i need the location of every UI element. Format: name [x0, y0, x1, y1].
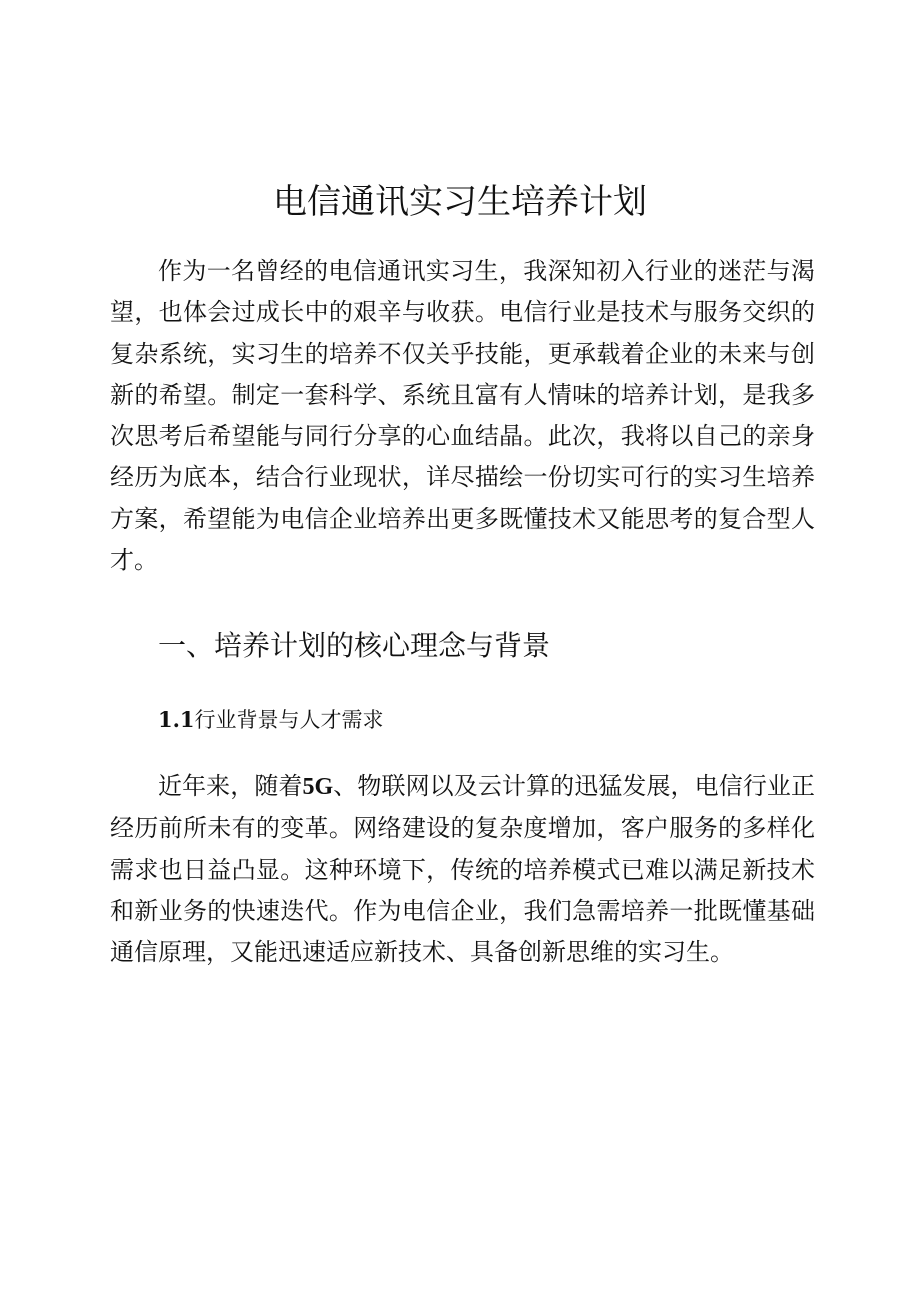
intro-paragraph: 作为一名曾经的电信通讯实习生，我深知初入行业的迷茫与渴望，也体会过成长中的艰辛与收获。电信行业是技术与服务交织的复杂系统，实习生的培养不仅关乎技能，更承载着企业的未来与创新的希望。制定一套科学、系统且富有人情味的培养计划，是我多次思考后希望能与同行分享的心血结晶。此次，我将以自己的亲身经历为底本，结合行业现状，详尽描绘一份切实可行的实习生培养方案，希望能为电信企业培养出更多既懂技术又能思考的复合型人才。 — [110, 257, 815, 575]
document-title: 电信通讯实习生培养计划 — [273, 182, 647, 222]
subsection-title: 行业背景与人才需求 — [194, 708, 384, 732]
background-paragraph-start: 近年来，随着 — [158, 772, 303, 800]
subsection-heading — [158, 702, 384, 738]
subsection-number: 1.1 — [158, 707, 195, 732]
background-paragraph — [110, 766, 815, 973]
background-paragraph-rest: 、物联网以及云计算的迅猛发展，电信行业正经历前所未有的变革。网络建设的复杂度增加，客户服务的多样化需求也日益凸显。这种环境下，传统的培养模式已难以满足新技术和新业务的快速迭代。作为电信企业，我们急需培养一批既懂基础通信原理，又能迅速适应新技术、具备创新思维的实习生。 — [110, 772, 816, 967]
background-paragraph-5g: 5G — [302, 774, 334, 800]
section-heading: 一、培养计划的核心理念与背景 — [158, 629, 551, 662]
